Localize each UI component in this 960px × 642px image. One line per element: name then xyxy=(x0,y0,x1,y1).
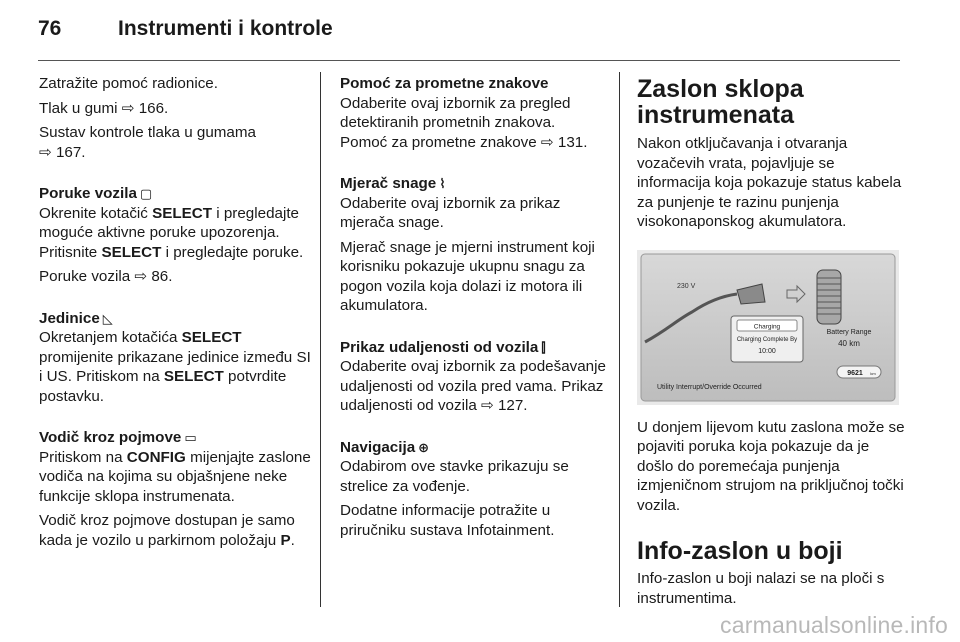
units-icon: ◺ xyxy=(102,310,113,326)
section-heading: Zaslon sklopa instrumenata xyxy=(637,75,804,129)
navigation-icon: ⊕ xyxy=(418,439,430,455)
arrow-right-icon: ⇨ xyxy=(134,268,148,285)
column-divider-2 xyxy=(619,72,620,607)
arrow-right-icon: ⇨ xyxy=(121,99,135,117)
paragraph: Odaberite ovaj izbornik za podešavanje udaljenosti od vozila pred vama. Prikaz udaljenosti od vozila ⇨ 127. xyxy=(340,358,606,414)
cluster-display-figure xyxy=(637,250,899,405)
battery-range-label: Battery Range xyxy=(826,328,872,336)
arrow-right-icon: ⇨ xyxy=(540,133,554,151)
paragraph: Odaberite ovaj izbornik za pregled detektiranih prometnih znakova. Pomoć za prometne znakove ⇨ 131. xyxy=(340,94,588,151)
battery-range-value: 40 km xyxy=(838,338,860,348)
section-heading: Vodič kroz pojmove ▭ xyxy=(39,429,197,446)
page-number: 76 xyxy=(38,17,62,40)
paragraph: Mjerač snage je mjerni instrument koji korisniku pokazuje ukupnu snagu za pogon vozila koja dolazi iz motora ili akumulatora. xyxy=(340,238,595,314)
paragraph: Okretanjem kotačića SELECT promijenite prikazane jedinice između SI i US. Pritiskom na SELECT potvrdite postavku. xyxy=(39,329,311,405)
section-heading: Prikaz udaljenosti od vozila ⫿ xyxy=(340,338,546,356)
column-2 xyxy=(340,74,612,549)
charging-complete-time: 10:00 xyxy=(758,347,776,355)
section-heading: Navigacija ⊕ xyxy=(340,438,430,456)
paragraph: U donjem lijevom kutu zaslona može se pojaviti poruka koja pokazuje da je došlo do poremećaja punjenja izmjeničnom strujom na priključnoj točki vozila. xyxy=(637,418,905,514)
paragraph: Info-zaslon u boji nalazi se na ploči s instrumentima. xyxy=(637,570,885,607)
paragraph: Odaberite ovaj izbornik za prikaz mjerača snage. xyxy=(340,194,561,231)
section-heading: Poruke vozila ▢ xyxy=(39,185,153,202)
paragraph: Poruke vozila ⇨ 86. xyxy=(39,268,173,285)
charging-label: Charging xyxy=(753,323,781,330)
paragraph: Okrenite kotačić SELECT i pregledajte moguće aktivne poruke upozorenja. Pritisnite SELECT i pregledajte poruke. xyxy=(39,204,304,261)
message-icon: ▢ xyxy=(139,186,153,201)
charging-complete-label: Charging Complete By xyxy=(736,336,798,343)
paragraph: Odabirom ove stavke prikazuju se strelice za vođenje. xyxy=(340,458,569,495)
page-title: Instrumenti i kontrole xyxy=(118,17,333,40)
power-meter-icon: ⌇ xyxy=(439,176,446,191)
paragraph: Nakon otključavanja i otvaranja vozačevih vrata, pojavljuje se informacija koja pokazuje status kabela za punjenje te razinu punjenja visokonaponskog akumulatora. xyxy=(637,135,902,230)
paragraph: Tlak u gumi ⇨ 166. xyxy=(39,99,169,117)
watermark: carmanualsonline.info xyxy=(720,612,948,638)
paragraph: Dodatne informacije potražite u priručniku sustava Infotainment. xyxy=(340,502,555,539)
glossary-icon: ▭ xyxy=(184,430,197,445)
arrow-right-icon: ⇨ xyxy=(39,143,52,161)
header-rule xyxy=(38,60,900,61)
odometer-value: 9621 xyxy=(847,369,863,377)
section-heading: Mjerač snage ⌇ xyxy=(340,175,446,192)
section-heading: Info-zaslon u boji xyxy=(637,537,843,565)
section-heading: Jedinice ◺ xyxy=(39,309,113,327)
charging-screen-illustration xyxy=(637,250,899,405)
paragraph: Zatražite pomoć radionice. xyxy=(39,75,218,92)
odometer-unit: km xyxy=(870,370,876,376)
column-1 xyxy=(39,74,311,559)
arrow-right-icon: ⇨ xyxy=(481,397,494,414)
section-heading: Pomoć za prometne znakove xyxy=(340,75,549,92)
distance-icon: ⫿ xyxy=(541,339,546,355)
column-3 xyxy=(637,76,905,617)
paragraph: Pritiskom na CONFIG mijenjajte zaslone vodiča na kojima su objašnjene neke funkcije sklopa instrumenata. xyxy=(39,448,311,505)
paragraph: Vodič kroz pojmove dostupan je samo kada je vozilo u parkirnom položaju P. xyxy=(39,512,295,549)
voltage-label: 230 V xyxy=(677,282,696,290)
status-message: Utility Interrupt/Override Occurred xyxy=(657,383,762,391)
column-divider-1 xyxy=(320,72,321,607)
paragraph: Sustav kontrole tlaka u gumama ⇨ 167. xyxy=(39,124,256,161)
